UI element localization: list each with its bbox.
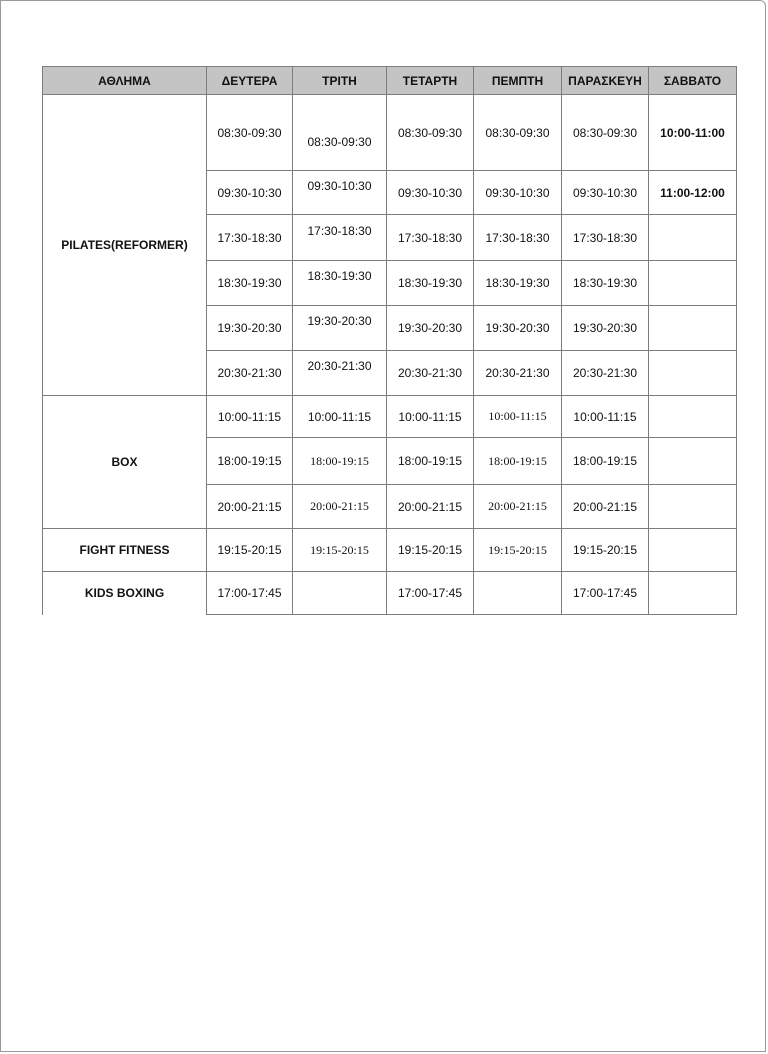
time-cell bbox=[649, 438, 737, 485]
time-cell: 19:30-20:30 bbox=[387, 306, 474, 351]
time-cell: 08:30-09:30 bbox=[293, 95, 387, 171]
time-cell bbox=[474, 572, 562, 615]
sport-box: BOX bbox=[43, 396, 207, 529]
time-cell: 18:00-19:15 bbox=[293, 438, 387, 485]
time-cell: 20:30-21:30 bbox=[207, 351, 293, 396]
time-cell bbox=[649, 529, 737, 572]
header-sport: ΑΘΛΗΜΑ bbox=[43, 67, 207, 95]
time-cell: 18:30-19:30 bbox=[207, 261, 293, 306]
time-cell: 10:00-11:00 bbox=[649, 95, 737, 171]
time-cell: 19:30-20:30 bbox=[207, 306, 293, 351]
time-cell: 09:30-10:30 bbox=[474, 171, 562, 215]
time-cell: 08:30-09:30 bbox=[562, 95, 649, 171]
sport-pilates: PILATES(REFORMER) bbox=[43, 95, 207, 396]
time-cell: 19:15-20:15 bbox=[207, 529, 293, 572]
time-cell: 18:30-19:30 bbox=[387, 261, 474, 306]
time-cell: 08:30-09:30 bbox=[387, 95, 474, 171]
time-cell bbox=[649, 215, 737, 261]
time-cell bbox=[649, 261, 737, 306]
sport-fight-fitness: FIGHT FITNESS bbox=[43, 529, 207, 572]
header-tuesday: ΤΡΙΤΗ bbox=[293, 67, 387, 95]
table-row bbox=[43, 529, 737, 572]
time-cell: 10:00-11:15 bbox=[293, 396, 387, 438]
time-cell: 20:30-21:30 bbox=[387, 351, 474, 396]
sport-kids-boxing: KIDS BOXING bbox=[43, 572, 207, 615]
time-cell: 17:30-18:30 bbox=[293, 215, 387, 261]
time-cell: 11:00-12:00 bbox=[649, 171, 737, 215]
time-cell: 18:00-19:15 bbox=[562, 438, 649, 485]
time-cell: 20:00-21:15 bbox=[207, 485, 293, 529]
time-cell: 18:30-19:30 bbox=[293, 261, 387, 306]
time-cell: 20:00-21:15 bbox=[474, 485, 562, 529]
header-saturday: ΣΑΒΒΑΤΟ bbox=[649, 67, 737, 95]
header-friday: ΠΑΡΑΣΚΕΥΗ bbox=[562, 67, 649, 95]
table-row bbox=[43, 572, 737, 615]
time-cell bbox=[649, 572, 737, 615]
time-cell: 20:30-21:30 bbox=[293, 351, 387, 396]
time-cell: 20:30-21:30 bbox=[474, 351, 562, 396]
time-cell: 19:30-20:30 bbox=[293, 306, 387, 351]
time-cell: 19:30-20:30 bbox=[474, 306, 562, 351]
header-wednesday: ΤΕΤΑΡΤΗ bbox=[387, 67, 474, 95]
time-cell bbox=[649, 396, 737, 438]
time-cell: 19:15-20:15 bbox=[562, 529, 649, 572]
table-row bbox=[43, 396, 737, 438]
time-cell: 10:00-11:15 bbox=[207, 396, 293, 438]
time-cell: 18:00-19:15 bbox=[387, 438, 474, 485]
time-cell: 17:00-17:45 bbox=[207, 572, 293, 615]
time-cell: 18:00-19:15 bbox=[207, 438, 293, 485]
time-cell: 19:15-20:15 bbox=[474, 529, 562, 572]
header-monday: ΔΕΥΤΕΡΑ bbox=[207, 67, 293, 95]
time-cell bbox=[649, 485, 737, 529]
time-cell: 10:00-11:15 bbox=[474, 396, 562, 438]
time-cell: 18:00-19:15 bbox=[474, 438, 562, 485]
time-cell bbox=[649, 351, 737, 396]
time-cell: 20:00-21:15 bbox=[293, 485, 387, 529]
time-cell: 17:30-18:30 bbox=[474, 215, 562, 261]
time-cell: 09:30-10:30 bbox=[562, 171, 649, 215]
time-cell: 18:30-19:30 bbox=[474, 261, 562, 306]
time-cell: 09:30-10:30 bbox=[293, 171, 387, 215]
header-thursday: ΠΕΜΠΤΗ bbox=[474, 67, 562, 95]
time-cell: 19:15-20:15 bbox=[293, 529, 387, 572]
table-row bbox=[43, 95, 737, 171]
time-cell: 17:00-17:45 bbox=[387, 572, 474, 615]
time-cell: 09:30-10:30 bbox=[207, 171, 293, 215]
time-cell: 10:00-11:15 bbox=[387, 396, 474, 438]
time-cell bbox=[293, 572, 387, 615]
time-cell: 18:30-19:30 bbox=[562, 261, 649, 306]
time-cell: 19:15-20:15 bbox=[387, 529, 474, 572]
time-cell bbox=[649, 306, 737, 351]
time-cell: 17:00-17:45 bbox=[562, 572, 649, 615]
time-cell: 20:00-21:15 bbox=[387, 485, 474, 529]
time-cell: 20:30-21:30 bbox=[562, 351, 649, 396]
time-cell: 19:30-20:30 bbox=[562, 306, 649, 351]
time-cell: 10:00-11:15 bbox=[562, 396, 649, 438]
time-cell: 08:30-09:30 bbox=[474, 95, 562, 171]
time-cell: 17:30-18:30 bbox=[207, 215, 293, 261]
time-cell: 08:30-09:30 bbox=[207, 95, 293, 171]
schedule-table bbox=[42, 66, 737, 615]
time-cell: 09:30-10:30 bbox=[387, 171, 474, 215]
time-cell: 17:30-18:30 bbox=[387, 215, 474, 261]
header-row bbox=[43, 67, 737, 95]
time-cell: 20:00-21:15 bbox=[562, 485, 649, 529]
time-cell: 17:30-18:30 bbox=[562, 215, 649, 261]
